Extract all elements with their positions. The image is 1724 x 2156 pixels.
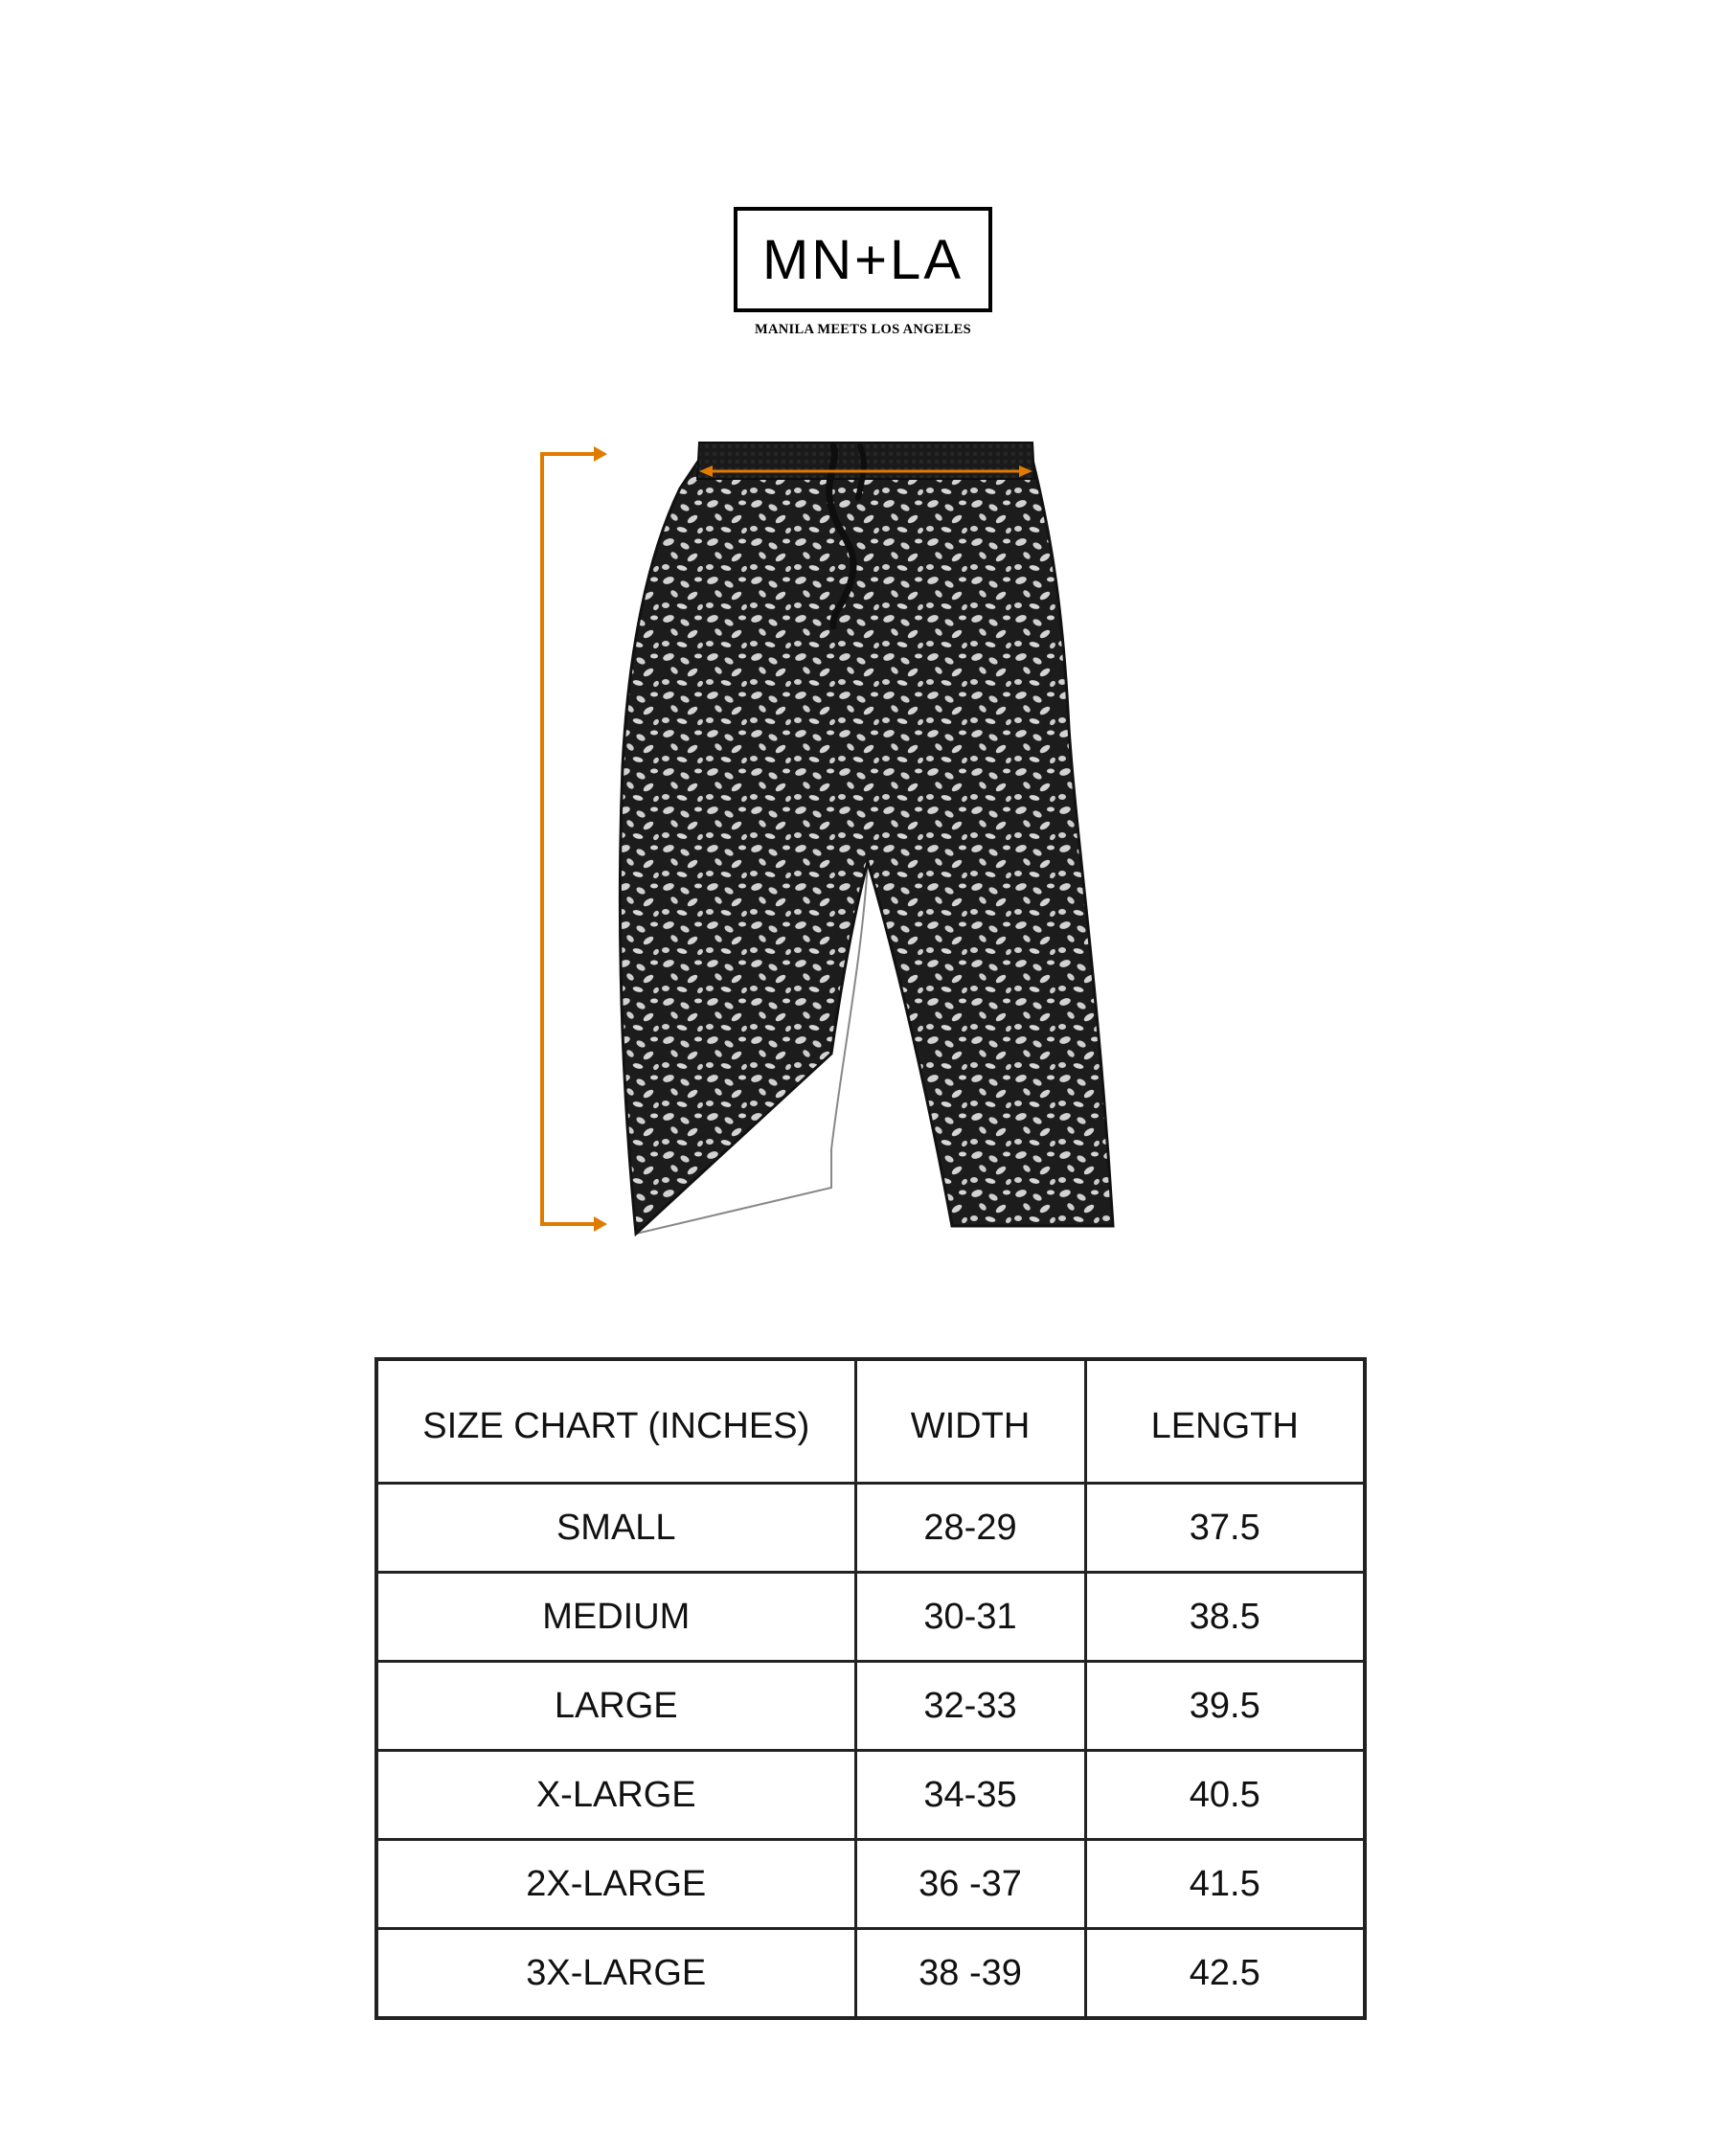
- logo-text: MN+LA: [761, 228, 964, 291]
- table-row: [376, 1840, 1365, 1929]
- header-size-chart: SIZE CHART (INCHES): [376, 1359, 855, 1484]
- width-cell: 30-31: [855, 1573, 1085, 1662]
- width-cell: 36 -37: [855, 1840, 1085, 1929]
- length-cell: 41.5: [1085, 1840, 1365, 1929]
- size-cell: MEDIUM: [376, 1573, 855, 1662]
- length-cell: 40.5: [1085, 1751, 1365, 1840]
- length-cell: 42.5: [1085, 1929, 1365, 2019]
- header-width: WIDTH: [855, 1359, 1085, 1484]
- table-row: [376, 1929, 1365, 2019]
- length-cell: 39.5: [1085, 1662, 1365, 1751]
- length-arrow-icon: [542, 446, 607, 1232]
- length-cell: 37.5: [1085, 1484, 1365, 1573]
- length-cell: 38.5: [1085, 1573, 1365, 1662]
- table-row: [376, 1662, 1365, 1751]
- table-row: [376, 1751, 1365, 1840]
- size-cell: SMALL: [376, 1484, 855, 1573]
- table-row: [376, 1573, 1365, 1662]
- size-cell: 3X-LARGE: [376, 1929, 855, 2019]
- table-header-row: [376, 1359, 1365, 1484]
- size-chart-table: [374, 1357, 1367, 2020]
- header-length: LENGTH: [1085, 1359, 1365, 1484]
- size-cell: 2X-LARGE: [376, 1840, 855, 1929]
- size-cell: LARGE: [376, 1662, 855, 1751]
- pants-image: [620, 443, 1113, 1234]
- table-row: [376, 1484, 1365, 1573]
- brand-tagline: MANILA MEETS LOS ANGELES: [755, 322, 971, 337]
- width-cell: 32-33: [855, 1662, 1085, 1751]
- size-cell: X-LARGE: [376, 1751, 855, 1840]
- width-cell: 28-29: [855, 1484, 1085, 1573]
- width-cell: 38 -39: [855, 1929, 1085, 2019]
- width-cell: 34-35: [855, 1751, 1085, 1840]
